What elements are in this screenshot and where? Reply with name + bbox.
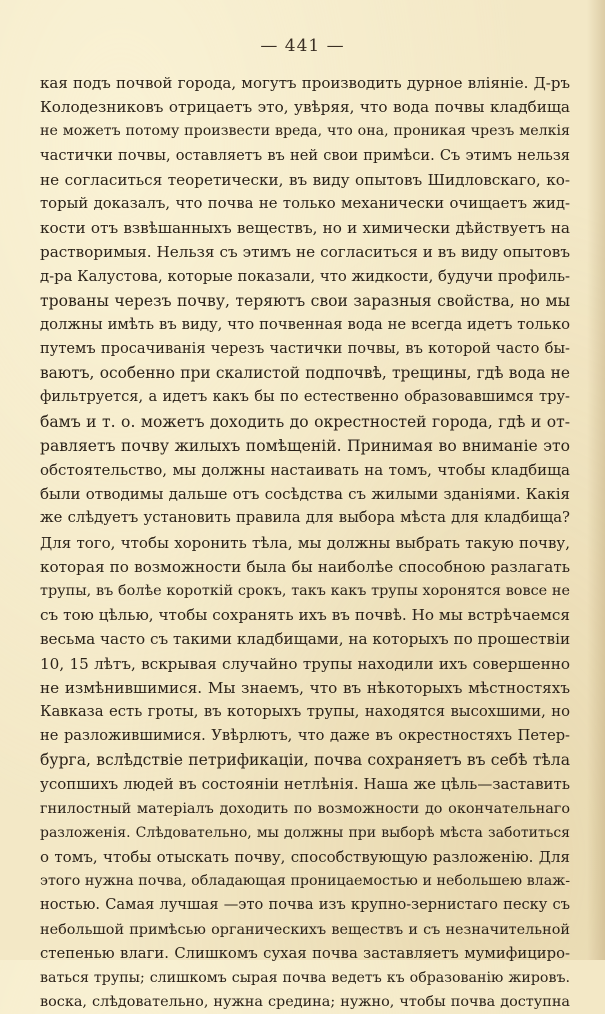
body-text (40, 71, 570, 1014)
text-line: фильтруется, а идетъ какъ бы по естественно образовавшимся тру- (40, 388, 570, 406)
text-line: Кавказа есть гроты, въ которыхъ трупы, находятся высохшими, но (40, 702, 570, 720)
text-line: гнилостный матеріалъ доходить по возможности до окончательнаго (40, 800, 570, 817)
page-edge-shadow (587, 0, 605, 960)
text-line: ваться трупы; слишкомъ сырая почва ведетъ къ образованію жировъ. (40, 969, 570, 986)
page-number: — 441 — (260, 36, 345, 56)
text-line: частички почвы, оставляетъ въ ней свои примѣси. Съ этимъ нельзя (40, 146, 570, 164)
text-line: бурга, вслѣдствіе петрификаціи, почва сохраняетъ въ себѣ тѣла (40, 751, 570, 770)
text-line: не согласиться теоретически, въ виду опытовъ Шидловскаго, ко- (40, 170, 570, 189)
text-line: кости отъ взвѣшанныхъ веществъ, но и химически дѣйствуетъ на (40, 219, 570, 238)
text-line: ваютъ, особенно при скалистой подпочвѣ, трещины, гдѣ вода не (40, 364, 570, 383)
text-line: не можетъ потому произвести вреда, что она, проникая чрезъ мелкія (40, 123, 570, 140)
text-line: усопшихъ людей въ состояніи нетлѣнія. Наша же цѣль—заставить (40, 775, 570, 794)
text-line: торый доказалъ, что почва не только механически очищаетъ жид- (40, 194, 570, 212)
text-line: же слѣдуетъ установить правила для выбора мѣста для кладбища? (40, 509, 570, 527)
text-line: кая подъ почвой города, могутъ производить дурное вліяніе. Д-ръ (40, 74, 570, 92)
text-line: которая по возможности была бы наиболѣе способною разлагать (40, 557, 570, 576)
text-line: не измѣнившимися. Мы знаемъ, что въ нѣкоторыхъ мѣстностяхъ (40, 678, 570, 697)
text-line: должны имѣть въ виду, что почвенная вода не всегда идетъ только (40, 315, 570, 333)
text-line: воска, слѣдовательно, нужна средина; нужно, чтобы почва доступна (40, 994, 570, 1011)
text-line: равляетъ почву жилыхъ помѣщеній. Принимая во вниманіе это (40, 436, 570, 455)
text-line: бамъ и т. о. можетъ доходить до окрестностей города, гдѣ и от- (40, 412, 570, 431)
text-line: съ тою цѣлью, чтобы сохранять ихъ въ почвѣ. Но мы встрѣчаемся (40, 606, 570, 625)
text-line: степенью влаги. Слишкомъ сухая почва заставляетъ мумифициро- (40, 944, 570, 962)
text-line: небольшой примѣсью органическихъ веществъ и съ незначительной (40, 921, 570, 938)
text-line: Колодезниковъ отрицаетъ это, увѣряя, что вода почвы кладбища (40, 98, 570, 117)
text-line: 10, 15 лѣтъ, вскрывая случайно трупы находили ихъ совершенно (40, 654, 570, 673)
text-line: о томъ, чтобы отыскать почву, способствующую разложенію. Для (40, 848, 570, 866)
text-line: разложенія. Слѣдовательно, мы должны при выборѣ мѣста заботиться (40, 824, 570, 841)
text-line: были отводимы дальше отъ сосѣдства съ жилыми зданіями. Какія (40, 485, 570, 504)
text-line: не разложившимися. Увѣрлютъ, что даже въ окрестностяхъ Петер- (40, 727, 570, 745)
text-line: ностью. Самая лучшая —это почва изъ крупно-зернистаго песку съ (40, 896, 570, 914)
text-line: этого нужна почва, обладающая проницаемостью и небольшею влаж- (40, 873, 570, 890)
text-line: Для того, чтобы хоронить тѣла, мы должны выбрать такую почву, (40, 533, 570, 552)
text-line: трованы черезъ почву, теряютъ свои заразныя свойства, но мы (40, 291, 570, 310)
text-line: обстоятельство, мы должны настаивать на томъ, чтобы кладбища (40, 461, 570, 479)
text-line: д-ра Калустова, которые показали, что жидкости, будучи профиль- (40, 267, 570, 285)
text-line: трупы, въ болѣе короткій срокъ, такъ какъ трупы хоронятся вовсе не (40, 582, 570, 599)
text-line: растворимыя. Нельзя съ этимъ не согласиться и въ виду опытовъ (40, 243, 570, 262)
text-line: весьма часто съ такими кладбищами, на которыхъ по прошествіи (40, 630, 570, 649)
text-line: путемъ просачиванія черезъ частички почвы, въ которой часто бы- (40, 340, 570, 358)
